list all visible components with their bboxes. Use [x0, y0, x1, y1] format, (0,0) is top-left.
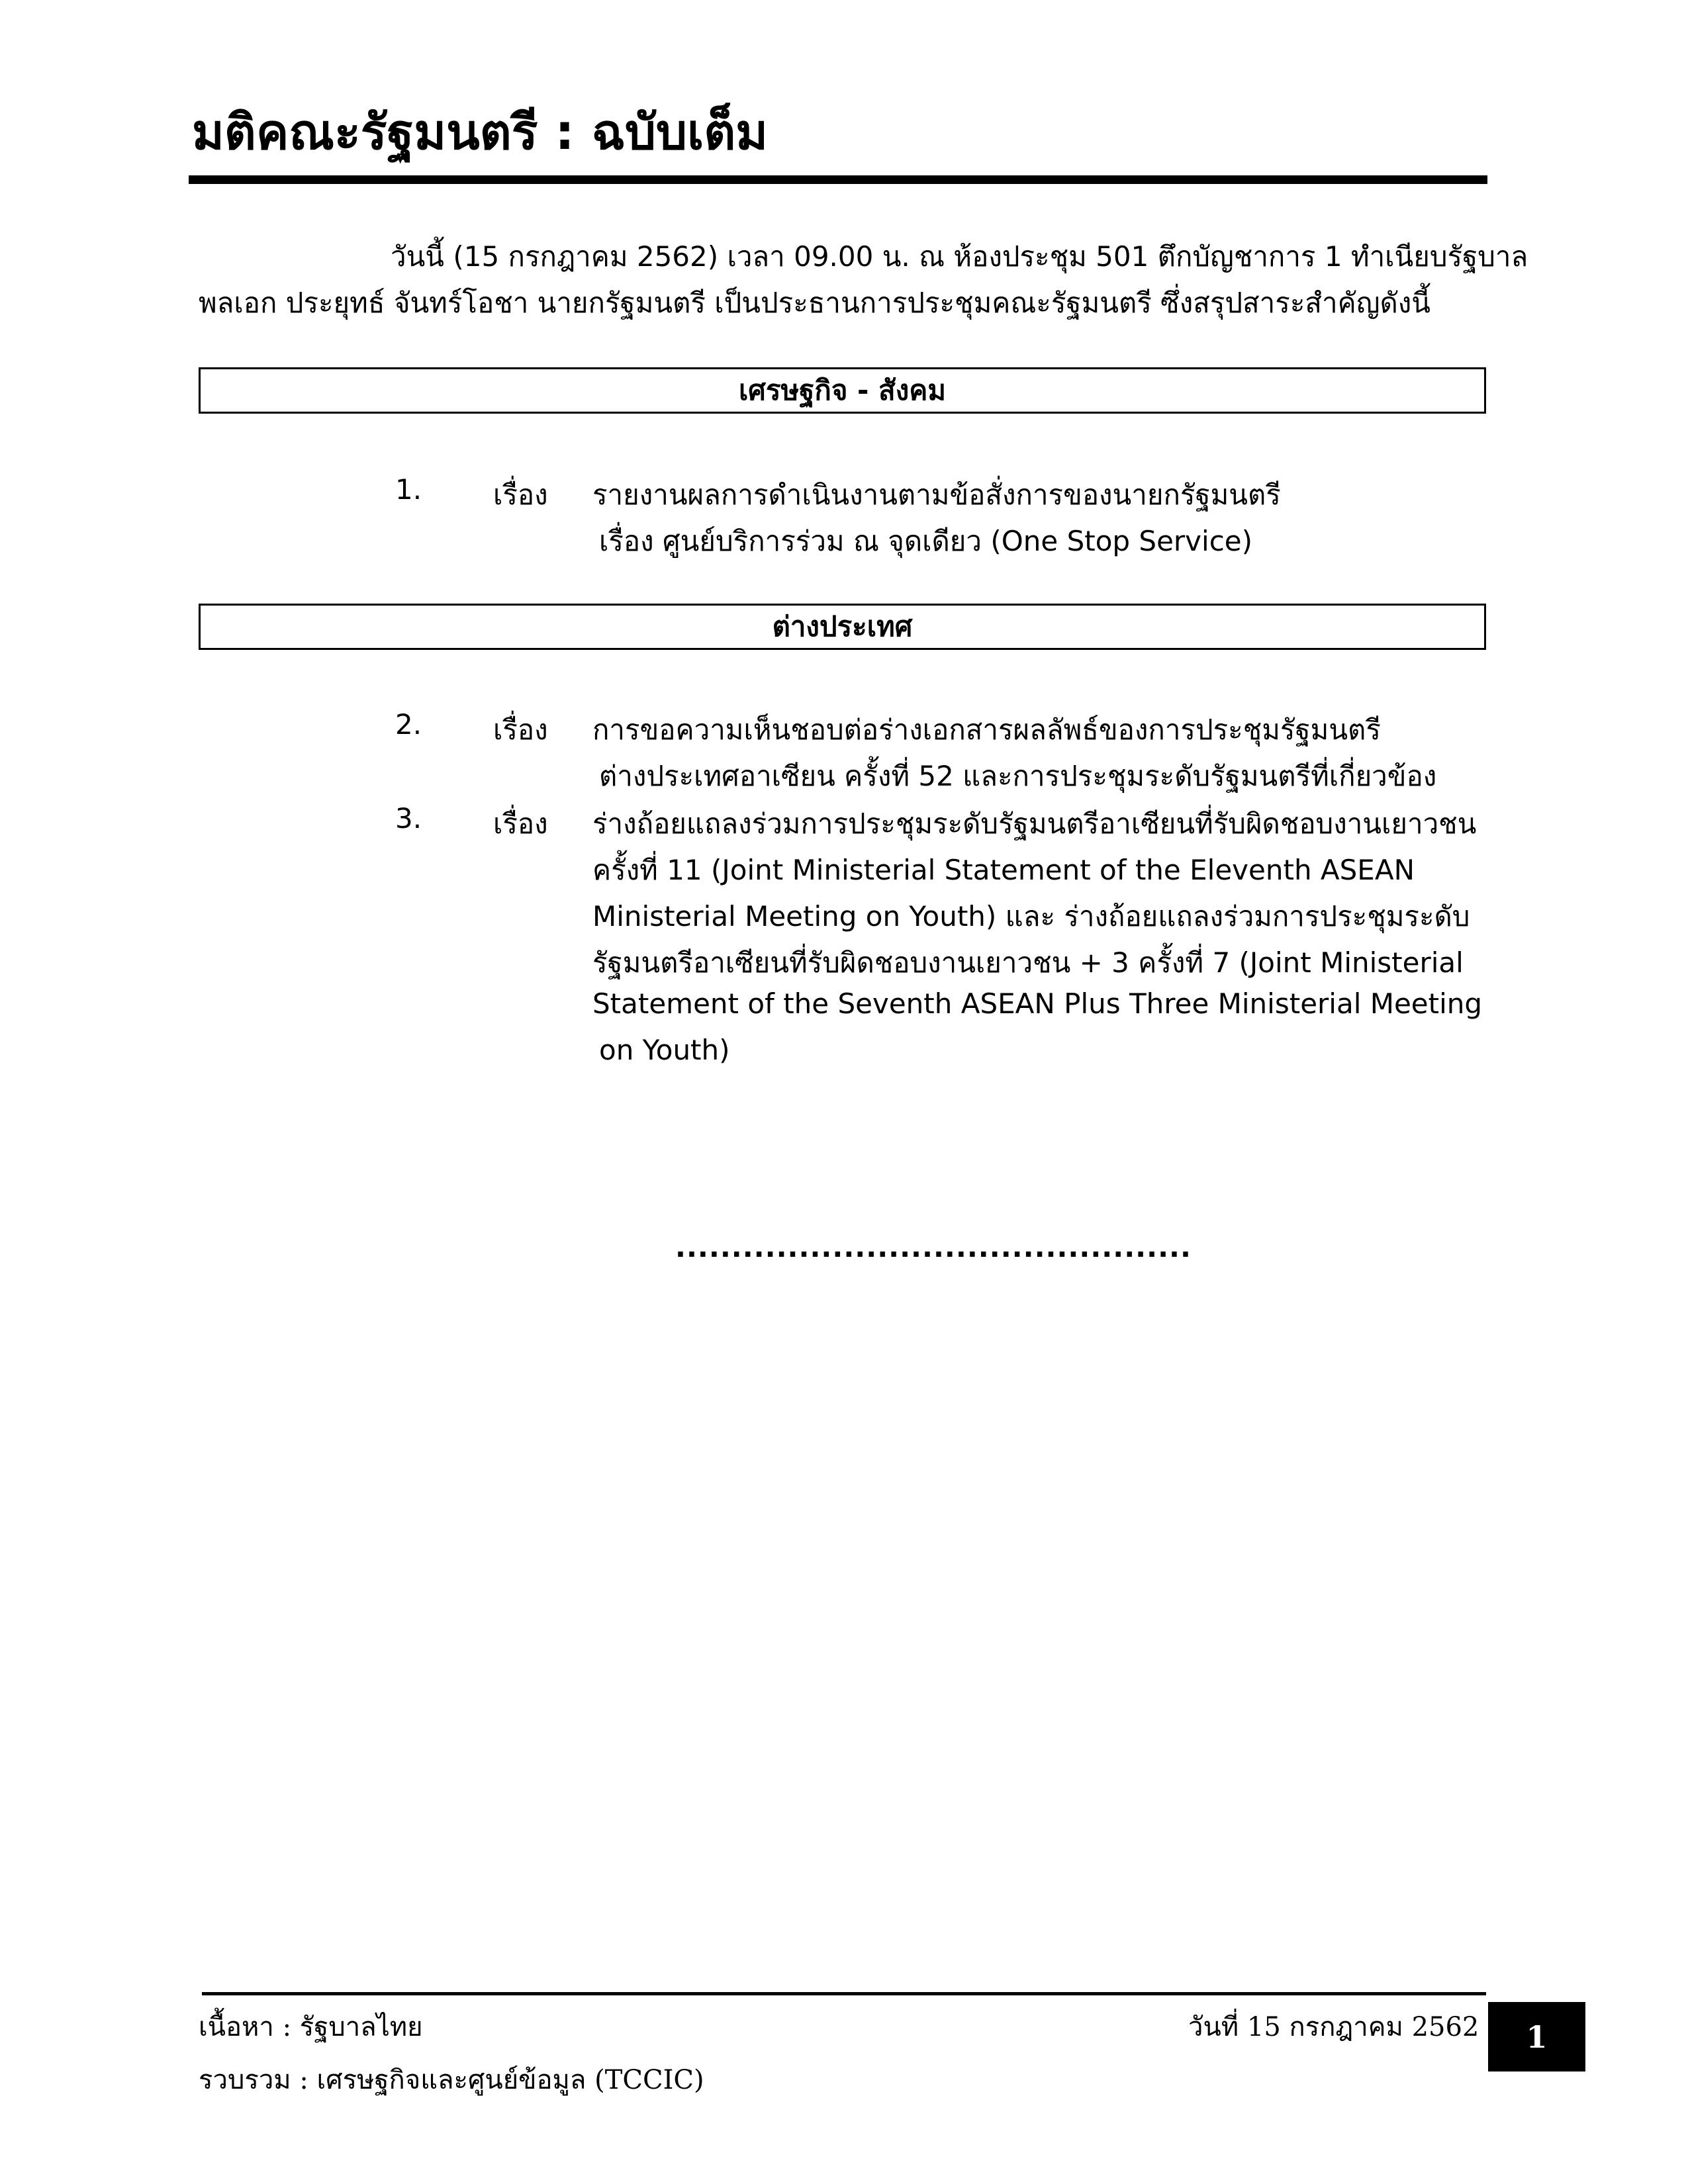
end-of-content-marker: .............................................. [675, 1231, 1192, 1263]
page-title: มติคณะรัฐมนตรี : ฉบับเต็ม [192, 104, 769, 161]
item-keyword: เรื่อง [493, 478, 548, 511]
item-3-line-2: ครั้งที่ 11 (Joint Ministerial Statement of the Eleventh ASEAN [592, 854, 1415, 886]
item-3-line-4: รัฐมนตรีอาเซียนที่รับผิดชอบงานเยาวชน + 3 ครั้งที่ 7 (Joint Ministerial [592, 946, 1464, 979]
item-1-line-2: เรื่อง ศูนย์บริการร่วม ณ จุดเดียว (One Stop Service) [599, 525, 1253, 557]
item-3-line-5: Statement of the Seventh ASEAN Plus Three Ministerial Meeting [592, 987, 1483, 1020]
item-2-line-2: ต่างประเทศอาเซียน ครั้งที่ 52 และการประชุมระดับรัฐมนตรีที่เกี่ยวข้อง [599, 760, 1437, 792]
item-1-line-1: รายงานผลการดำเนินงานตามข้อสั่งการของนายกรัฐมนตรี [592, 478, 1281, 511]
footer-divider [202, 1992, 1486, 1995]
section-heading-label: เศรษฐกิจ - สังคม [738, 374, 947, 406]
item-3-line-1: ร่างถ้อยแถลงร่วมการประชุมระดับรัฐมนตรีอาเซียนที่รับผิดชอบงานเยาวชน [592, 807, 1477, 840]
section-heading-economy-society [199, 367, 1486, 414]
item-number: 2. [395, 708, 422, 741]
section-heading-label: ต่างประเทศ [772, 610, 913, 643]
page-number-badge [1488, 2002, 1585, 2071]
item-keyword: เรื่อง [493, 807, 548, 840]
item-number: 3. [395, 802, 422, 835]
item-number: 1. [395, 473, 422, 506]
footer-date: วันที่ 15 กรกฎาคม 2562 [1188, 2012, 1479, 2042]
page-number: 1 [1526, 2019, 1548, 2055]
intro-line-1: วันนี้ (15 กรกฎาคม 2562) เวลา 09.00 น. ณ ห้องประชุม 501 ตึกบัญชาการ 1 ทำเนียบรัฐบาล [391, 240, 1528, 273]
item-2-line-1: การขอความเห็นชอบต่อร่างเอกสารผลลัพธ์ของการประชุมรัฐมนตรี [592, 713, 1381, 746]
item-keyword: เรื่อง [493, 713, 548, 746]
section-heading-foreign-affairs [199, 604, 1486, 650]
footer-compiled-by: รวบรวม : เศรษฐกิจและศูนย์ข้อมูล (TCCIC) [199, 2065, 704, 2095]
title-underline [189, 175, 1487, 184]
item-3-line-6: on Youth) [599, 1034, 730, 1066]
item-3-line-3: Ministerial Meeting on Youth) และ ร่างถ้อยแถลงร่วมการประชุมระดับ [592, 900, 1470, 933]
footer-content-source: เนื้อหา : รัฐบาลไทย [199, 2012, 423, 2042]
intro-line-2: พลเอก ประยุทธ์ จันทร์โอชา นายกรัฐมนตรี เป็นประธานการประชุมคณะรัฐมนตรี ซึ่งสรุปสาระสำคัญดังนี้ [199, 287, 1430, 319]
